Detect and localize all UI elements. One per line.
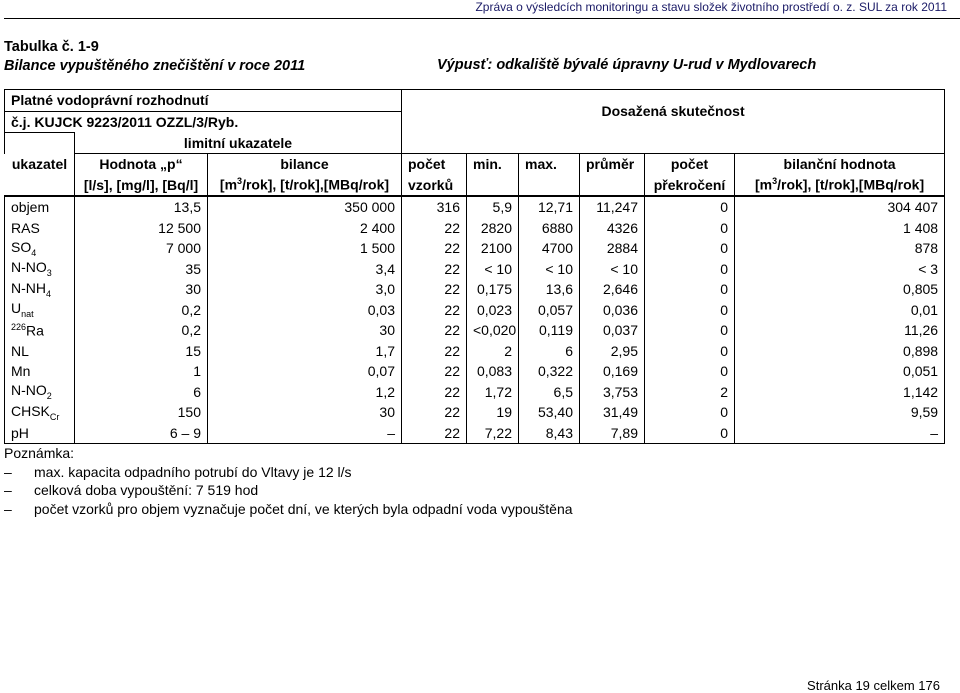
cell-min: 0,023	[467, 300, 519, 321]
running-header: Zpráva o výsledcích monitoringu a stavu složek životního prostředí o. z. SUL za rok 2011	[475, 0, 947, 14]
max-heading: max.	[519, 154, 580, 175]
cell-exc: 0	[645, 300, 735, 321]
cell-p: 6	[75, 382, 208, 403]
cell-exc: 0	[645, 259, 735, 280]
note-item: – celková doba vypouštění: 7 519 hod	[4, 482, 259, 498]
cell-max: 6880	[519, 218, 580, 239]
cell-min: 0,083	[467, 361, 519, 382]
cell-min: 0,175	[467, 279, 519, 300]
cell-avg: 4326	[580, 218, 645, 239]
table-row	[5, 279, 945, 300]
indicator-name: NL	[5, 341, 75, 362]
cell-bal: 11,26	[735, 320, 945, 341]
cell-n: 22	[402, 402, 467, 423]
balance-table	[4, 89, 945, 444]
table-row	[5, 341, 945, 362]
cell-bal: 304 407	[735, 196, 945, 218]
cell-max: < 10	[519, 259, 580, 280]
indicator-name: $N-NO_3$	[5, 259, 75, 280]
cell-b: 0,07	[208, 361, 402, 382]
cell-bal: 0,898	[735, 341, 945, 362]
table-row	[5, 382, 945, 403]
cell-bal: 0,01	[735, 300, 945, 321]
cell-avg: 7,89	[580, 423, 645, 444]
cell-p: 7 000	[75, 238, 208, 259]
cell-n: 316	[402, 196, 467, 218]
cell-bal: 1 408	[735, 218, 945, 239]
cell-p: 13,5	[75, 196, 208, 218]
cell-avg: 2,646	[580, 279, 645, 300]
permit-line1: Platné vodoprávní rozhodnutí	[5, 90, 402, 112]
cell-max: 12,71	[519, 196, 580, 218]
cell-b: 2 400	[208, 218, 402, 239]
header-row-4	[5, 154, 945, 175]
cell-bal: –	[735, 423, 945, 444]
notes-title: Poznámka:	[4, 445, 75, 461]
cell-bal: 1,142	[735, 382, 945, 403]
note-item: – max. kapacita odpadního potrubí do Vltavy je 12 l/s	[4, 463, 352, 480]
cell-min: 2100	[467, 238, 519, 259]
note-item: – počet vzorků pro objem vyznačuje počet dní, ve kterých byla odpadní voda vypouštěna	[4, 500, 573, 517]
table-row	[5, 218, 945, 239]
indicator-name: Mn	[5, 361, 75, 382]
cell-avg: 0,036	[580, 300, 645, 321]
indicator-name: RAS	[5, 218, 75, 239]
cell-n: 22	[402, 300, 467, 321]
bilancni-heading: bilanční hodnota	[735, 154, 945, 175]
cell-max: 0,322	[519, 361, 580, 382]
table-number: Tabulka č. 1-9	[4, 39, 99, 55]
cell-bal: 0,051	[735, 361, 945, 382]
cell-exc: 0	[645, 218, 735, 239]
notes	[4, 444, 573, 518]
table-row	[5, 196, 945, 218]
table-row	[5, 402, 945, 423]
indicator-name: $^{226}$Ra	[5, 320, 75, 341]
table-row	[5, 320, 945, 341]
achieved-heading: Dosažená skutečnost	[402, 90, 945, 133]
cell-b: 3,4	[208, 259, 402, 280]
cell-max: 0,119	[519, 320, 580, 341]
cell-b: 30	[208, 320, 402, 341]
limits-heading: limitní ukazatele	[75, 133, 402, 154]
cell-min: <0,020	[467, 320, 519, 341]
cell-min: 1,72	[467, 382, 519, 403]
cell-exc: 2	[645, 382, 735, 403]
outlet-label: Výpusť: odkaliště bývalé úpravny U-rud v Mydlovarech	[437, 57, 817, 73]
cell-b: 0,03	[208, 300, 402, 321]
min-heading: min.	[467, 154, 519, 175]
cell-max: 53,40	[519, 402, 580, 423]
cell-avg: 0,037	[580, 320, 645, 341]
cell-b: 30	[208, 402, 402, 423]
cell-avg: 11,247	[580, 196, 645, 218]
cell-p: 0,2	[75, 320, 208, 341]
cell-n: 22	[402, 238, 467, 259]
cell-avg: 31,49	[580, 402, 645, 423]
cell-min: 5,9	[467, 196, 519, 218]
indicator-name: pH	[5, 423, 75, 444]
table-row	[5, 361, 945, 382]
cell-b: 1 500	[208, 238, 402, 259]
cell-avg: 3,753	[580, 382, 645, 403]
cell-b: 3,0	[208, 279, 402, 300]
cell-avg: 2884	[580, 238, 645, 259]
table-row	[5, 423, 945, 444]
cell-exc: 0	[645, 423, 735, 444]
hodnota-p-heading: Hodnota „p“	[75, 154, 208, 175]
table-row	[5, 238, 945, 259]
cell-p: 35	[75, 259, 208, 280]
indicator-name: objem	[5, 196, 75, 218]
indicator-name: $U_{nat}$	[5, 300, 75, 321]
header-rule	[4, 18, 960, 19]
table-row	[5, 300, 945, 321]
table-caption	[4, 38, 305, 76]
cell-p: 30	[75, 279, 208, 300]
cell-n: 22	[402, 279, 467, 300]
cell-max: 4700	[519, 238, 580, 259]
cell-b: 1,2	[208, 382, 402, 403]
cell-avg: < 10	[580, 259, 645, 280]
cell-exc: 0	[645, 196, 735, 218]
cell-max: 8,43	[519, 423, 580, 444]
cell-bal: 878	[735, 238, 945, 259]
indicator-name: $N-NO_2$	[5, 382, 75, 403]
prumer-heading: průměr	[580, 154, 645, 175]
cell-p: 0,2	[75, 300, 208, 321]
cell-n: 22	[402, 382, 467, 403]
cell-min: 19	[467, 402, 519, 423]
cell-n: 22	[402, 341, 467, 362]
cell-min: < 10	[467, 259, 519, 280]
cell-b: –	[208, 423, 402, 444]
table-title: Bilance vypuštěného znečištění v roce 2011	[4, 58, 306, 74]
cell-max: 13,6	[519, 279, 580, 300]
cell-exc: 0	[645, 341, 735, 362]
header-row-1	[5, 90, 945, 112]
cell-p: 6 – 9	[75, 423, 208, 444]
cell-bal: 0,805	[735, 279, 945, 300]
cell-exc: 0	[645, 402, 735, 423]
cell-max: 6,5	[519, 382, 580, 403]
cell-min: 2	[467, 341, 519, 362]
indicator-name: $N-NH_4$	[5, 279, 75, 300]
cell-b: 350 000	[208, 196, 402, 218]
cell-n: 22	[402, 361, 467, 382]
units-b: $[m^3/rok]$, [t/rok],[MBq/rok]	[208, 175, 402, 197]
cell-n: 22	[402, 320, 467, 341]
cell-exc: 0	[645, 320, 735, 341]
cell-min: 7,22	[467, 423, 519, 444]
table-row	[5, 259, 945, 280]
cell-max: 0,057	[519, 300, 580, 321]
indicator-name: $SO_4$	[5, 238, 75, 259]
pocet-exc-heading: počet	[645, 154, 735, 175]
bilance-heading: bilance	[208, 154, 402, 175]
cell-b: 1,7	[208, 341, 402, 362]
cell-exc: 0	[645, 361, 735, 382]
cell-exc: 0	[645, 279, 735, 300]
cell-avg: 0,169	[580, 361, 645, 382]
cell-bal: 9,59	[735, 402, 945, 423]
cell-exc: 0	[645, 238, 735, 259]
header-row-3	[5, 133, 945, 154]
page-footer: Stránka 19 celkem 176	[807, 678, 940, 693]
cell-p: 1	[75, 361, 208, 382]
indicator-heading: ukazatel	[5, 133, 75, 197]
cell-bal: < 3	[735, 259, 945, 280]
cell-n: 22	[402, 423, 467, 444]
cell-n: 22	[402, 218, 467, 239]
pocet-heading: počet	[402, 154, 467, 175]
cell-p: 150	[75, 402, 208, 423]
cell-max: 6	[519, 341, 580, 362]
vzorku-heading: vzorků	[402, 175, 467, 197]
units-bal: $[m^3/rok]$, [t/rok],[MBq/rok]	[735, 175, 945, 197]
cell-min: 2820	[467, 218, 519, 239]
permit-line2: č.j. KUJCK 9223/2011 OZZL/3/Ryb.	[5, 111, 402, 133]
indicator-name: $CHSK_{Cr}$	[5, 402, 75, 423]
prekroceni-heading: překročení	[645, 175, 735, 197]
cell-p: 12 500	[75, 218, 208, 239]
header-row-5	[5, 175, 945, 197]
cell-n: 22	[402, 259, 467, 280]
cell-avg: 2,95	[580, 341, 645, 362]
units-p: [l/s], [mg/l], [Bq/l]	[75, 175, 208, 197]
cell-p: 15	[75, 341, 208, 362]
